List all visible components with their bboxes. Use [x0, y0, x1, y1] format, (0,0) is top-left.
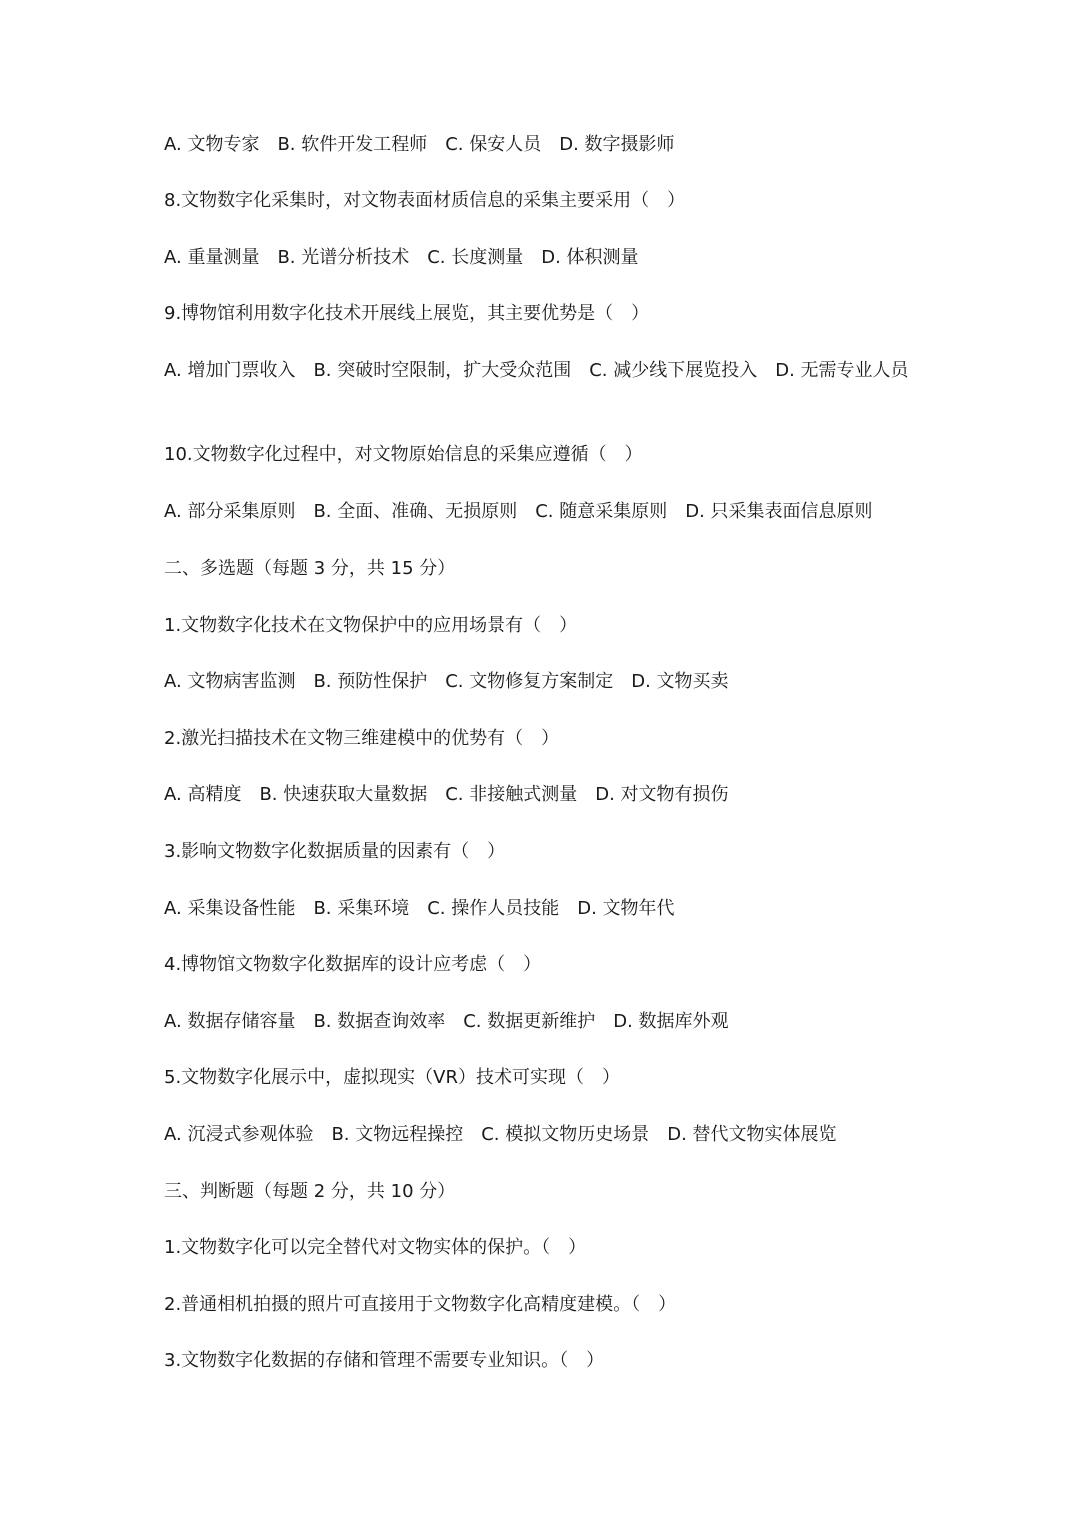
mc-question-4: 4.博物馆文物数字化数据库的设计应考虑（ ） — [164, 954, 542, 975]
mc-question-3: 3.影响文物数字化数据质量的因素有（ ） — [164, 841, 506, 862]
mc-options-5: A. 沉浸式参观体验 B. 文物远程操控 C. 模拟文物历史场景 D. 替代文物实体展览 — [164, 1124, 837, 1145]
question-8: 8.文物数字化采集时，对文物表面材质信息的采集主要采用（ ） — [164, 190, 686, 211]
mc-options-1: A. 文物病害监测 B. 预防性保护 C. 文物修复方案制定 D. 文物买卖 — [164, 671, 729, 692]
mc-question-1: 1.文物数字化技术在文物保护中的应用场景有（ ） — [164, 615, 578, 636]
section-heading-true-false: 三、判断题（每题 2 分，共 10 分） — [164, 1181, 456, 1202]
mc-options-2: A. 高精度 B. 快速获取大量数据 C. 非接触式测量 D. 对文物有损伤 — [164, 784, 729, 805]
tf-question-1: 1.文物数字化可以完全替代对文物实体的保护。（ ） — [164, 1237, 587, 1258]
question-9: 9.博物馆利用数字化技术开展线上展览，其主要优势是（ ） — [164, 303, 650, 324]
mc-question-5: 5.文物数字化展示中，虚拟现实（VR）技术可实现（ ） — [164, 1067, 620, 1088]
section-heading-multiple-choice: 二、多选题（每题 3 分，共 15 分） — [164, 558, 456, 579]
tf-question-3: 3.文物数字化数据的存储和管理不需要专业知识。（ ） — [164, 1350, 605, 1371]
options-q8: A. 重量测量 B. 光谱分析技术 C. 长度测量 D. 体积测量 — [164, 247, 639, 268]
mc-options-4: A. 数据存储容量 B. 数据查询效率 C. 数据更新维护 D. 数据库外观 — [164, 1011, 729, 1032]
options-q7: A. 文物专家 B. 软件开发工程师 C. 保安人员 D. 数字摄影师 — [164, 134, 675, 155]
question-10: 10.文物数字化过程中，对文物原始信息的采集应遵循（ ） — [164, 444, 643, 465]
mc-question-2: 2.激光扫描技术在文物三维建模中的优势有（ ） — [164, 728, 560, 749]
tf-question-2: 2.普通相机拍摄的照片可直接用于文物数字化高精度建模。（ ） — [164, 1294, 677, 1315]
options-q10: A. 部分采集原则 B. 全面、准确、无损原则 C. 随意采集原则 D. 只采集表面信息原则 — [164, 501, 873, 522]
mc-options-3: A. 采集设备性能 B. 采集环境 C. 操作人员技能 D. 文物年代 — [164, 898, 675, 919]
options-q9: A. 增加门票收入 B. 突破时空限制，扩大受众范围 C. 减少线下展览投入 D. 无需专业人员 — [164, 360, 909, 381]
